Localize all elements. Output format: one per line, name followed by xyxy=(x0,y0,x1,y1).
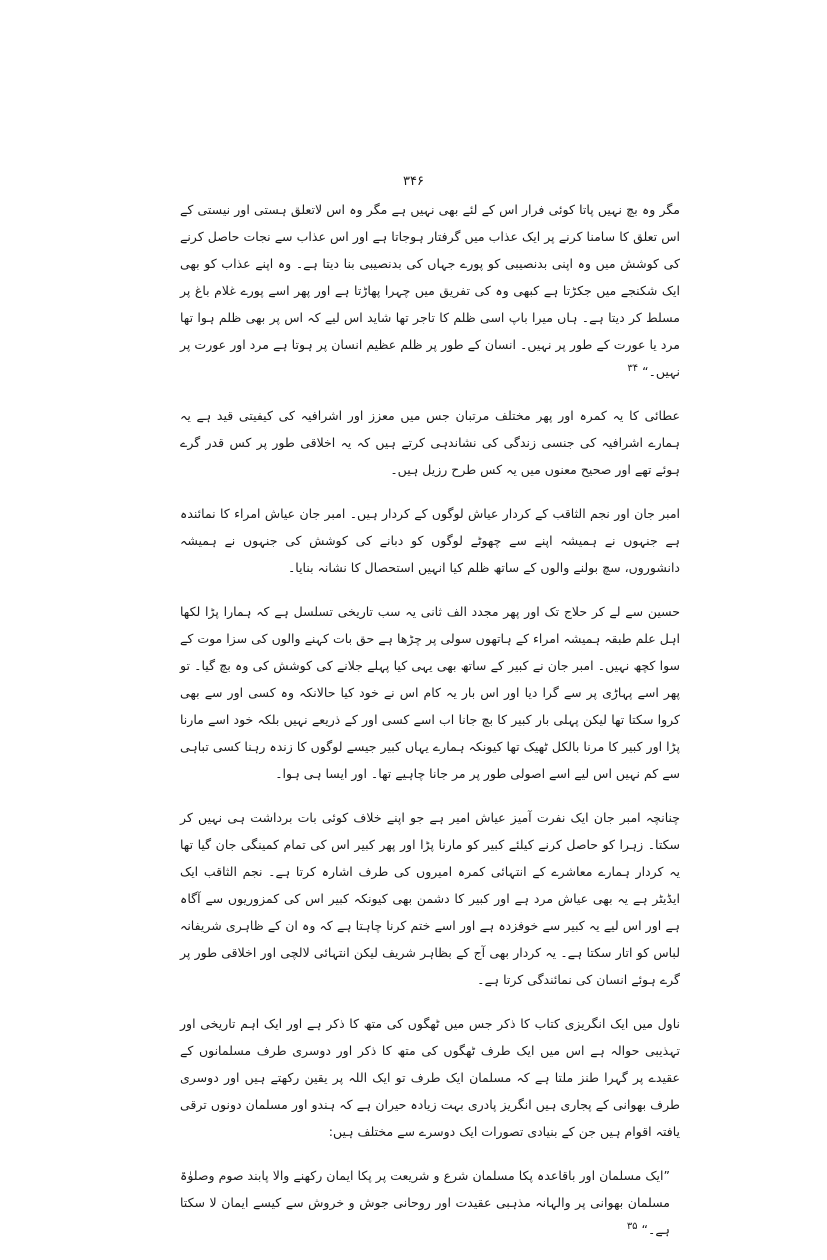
paragraph-text: عطائی کا یہ کمرہ اور پھر مختلف مرتبان جس میں معزز اور اشرافیہ کی کیفیتی قید ہے یہ ہمارے اشرافیہ کی جنسی زندگی کی نشاندہی کرتے ہیں کہ یہ اخلاقی طور پر کس قدر گرے ہوئے تھے اور صحیح معنوں میں یہ کس طرح رزیل ہیں۔ xyxy=(180,408,680,477)
paragraph-atai-room xyxy=(180,402,680,483)
paragraph-najm-ul-saqib xyxy=(180,804,680,993)
block-quote xyxy=(180,1162,680,1243)
paragraph-hussain-hallaj xyxy=(180,598,680,787)
quote-text: ”ایک مسلمان اور باقاعدہ پکا مسلمان شرع و شریعت پر پکا ایمان رکھنے والا پابند صوم وصلوٰۃ مسلمان بھوانی پر والہانہ مذہبی عقیدت اور روحانی جوش و خروش سے کیسے ایمان لا سکتا ہے۔“ xyxy=(180,1168,670,1237)
body-text xyxy=(180,196,680,1260)
paragraph-quote-continuation xyxy=(180,196,680,385)
paragraph-english-book xyxy=(180,1010,680,1145)
paragraph-amber-jaan xyxy=(180,500,680,581)
paragraph-text: چنانچہ امبر جان ایک نفرت آمیز عیاش امیر ہے جو اپنے خلاف کوئی بات برداشت ہی نہیں کر سکتا۔ زہرا کو حاصل کرنے کیلئے کبیر کو مارنا پڑا اور پھر کبیر اس کی تمام کمینگی جان گیا تھا یہ کردار ہمارے معاشرے کے انتہائی کمرہ امیروں کی طرف اشارہ کرتا ہے۔ نجم الثاقب ایک ایڈیٹر ہے یہ بھی عیاش مرد ہے اور کبیر کا دشمن بھی کیونکہ کبیر اس کی کمزوریوں سے آگاہ ہے اور اس لیے یہ کبیر سے خوفزدہ ہے اور اسے ختم کرنا چاہتا ہے کہ وہ ان کے ظاہری شریفانہ لباس کو اتار سکتا ہے۔ یہ کردار بھی آج کے بظاہر شریف لیکن انتہائی لالچی اور اخلاقی طور پر گرے ہوئے انسان کی نمائندگی کرتا ہے۔ xyxy=(180,810,680,987)
paragraph-text: امبر جان اور نجم الثاقب کے کردار عیاش لوگوں کے کردار ہیں۔ امبر جان عیاش امراء کا نمائندہ ہے جنہوں نے ہمیشہ اپنے سے چھوٹے لوگوں کو دبانے کی کوشش کی جنہوں نے ہمیشہ دانشوروں، سچ بولنے والوں کے ساتھ ظلم کیا انہیں استحصال کا نشانہ بنایا۔ xyxy=(180,506,680,575)
footnote-reference: ۳۴ xyxy=(627,362,639,374)
paragraph-text: ناول میں ایک انگریزی کتاب کا ذکر جس میں ٹھگوں کی متھ کا ذکر ہے اور ایک اہم تاریخی اور تہذیبی حوالہ ہے اس میں ایک طرف ٹھگوں کی متھ کا ذکر اور دوسری طرف مسلمانوں کے عقیدے پر گہرا طنز ملتا ہے کہ مسلمان ایک طرف تو ایک اللہ پر یقین رکھتے ہیں اور دوسری طرف بھوانی کے پجاری ہیں انگریز پادری بہت زیادہ حیران ہے کہ ہندو اور مسلمان دونوں ترقی یافتہ اقوام ہیں جن کے بنیادی تصورات ایک دوسرے سے مختلف ہیں: xyxy=(180,1016,680,1139)
paragraph-text: حسین سے لے کر حلاج تک اور پھر مجدد الف ثانی یہ سب تاریخی تسلسل ہے کہ ہمارا پڑا لکھا اہل علم طبقہ ہمیشہ امراء کے ہاتھوں سولی پر چڑھا ہے حق بات کہنے والوں کی سزا موت کے سوا کچھ نہیں۔ امبر جان نے کبیر کے ساتھ بھی یہی کیا پہلے جلانے کی کوشش کی وہ بچ گیا۔ تو پھر اسے پہاڑی پر سے گرا دیا اور اس بار یہ کام اس نے خود کیا حالانکہ وہ کسی اور سے بھی کروا سکتا تھا لیکن پہلی بار کبیر کا بچ جانا اب اسے کسی اور کے ذریعے نہیں بلکہ خود اسے مارنا پڑا اور کبیر کا مرنا بالکل ٹھیک تھا کیونکہ ہمارے یہاں کبیر جیسے لوگوں کا زندہ رہنا کسی تباہی سے کم نہیں اس لیے اسے اصولی طور پر مر جانا چاہیے تھا۔ اور ایسا ہی ہوا۔ xyxy=(180,604,680,781)
footnote-reference: ۳۵ xyxy=(626,1220,638,1232)
paragraph-text: مگر وہ بچ نہیں پاتا کوئی فرار اس کے لئے بھی نہیں ہے مگر وہ اس لاتعلق ہستی اور نیستی کے اس تعلق کا سامنا کرنے پر ایک عذاب میں گرفتار ہوجاتا ہے اور اس عذاب سے نجات حاصل کرنے کی کوشش میں وہ اپنی بدنصیبی کو پورے جہاں کی بدنصیبی بنا دیتا ہے۔ وہ اپنے عذاب کو بھی ایک شکنجے میں جکڑتا ہے کبھی وہ کی تفریق میں چہرا پھاڑتا ہے اور پھر اسے پورے غلام باغ پر مسلط کر دیتا ہے۔ ہاں میرا باپ اسی ظلم کا تاجر تھا شاید اس لیے کہ اس پر بھی ظلم ہوا تھا مرد یا عورت کے طور پر نہیں۔ انسان کے طور پر ظلم عظیم انسان پر ہوتا ہے مرد اور عورت پر نہیں۔“ xyxy=(180,202,680,379)
page-number: ۳۴۶ xyxy=(403,174,424,189)
